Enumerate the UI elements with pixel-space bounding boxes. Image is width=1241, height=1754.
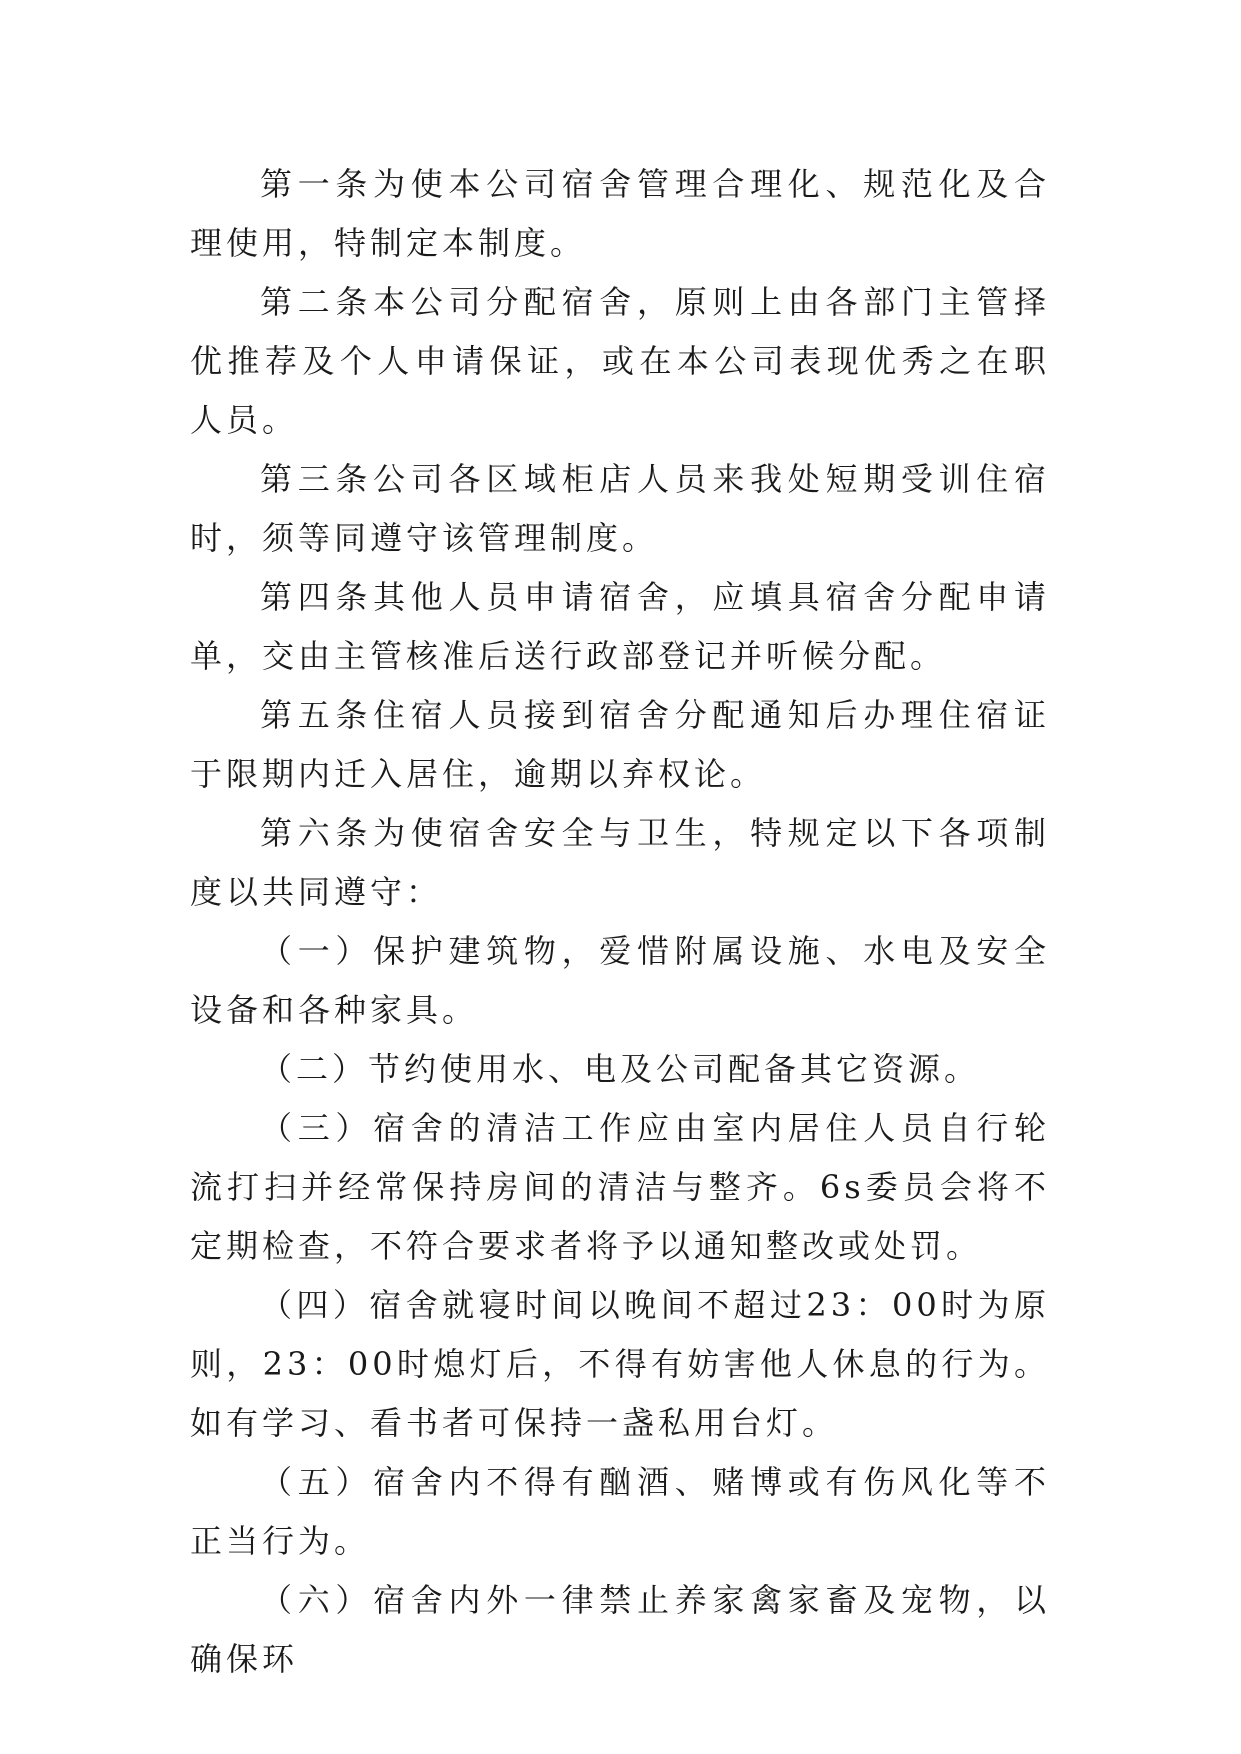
paragraph-item-1: （一）保护建筑物，爱惜附属设施、水电及安全设备和各种家具。 [190,932,1050,1029]
document-body [190,155,1050,1689]
paragraph-item-4: （四）宿舍就寝时间以晚间不超过23：00时为原则，23：00时熄灯后，不得有妨害他人休息的行为。如有学习、看书者可保持一盏私用台灯。 [190,1286,1050,1442]
paragraph-article-5: 第五条住宿人员接到宿舍分配通知后办理住宿证于限期内迁入居住，逾期以弃权论。 [190,696,1050,793]
paragraph-item-2: （二）节约使用水、电及公司配备其它资源。 [260,1050,981,1088]
paragraph-article-1: 第一条为使本公司宿舍管理合理化、规范化及合理使用，特制定本制度。 [190,165,1050,262]
paragraph-article-4: 第四条其他人员申请宿舍，应填具宿舍分配申请单，交由主管核准后送行政部登记并听候分配。 [190,578,1050,675]
paragraph-article-6: 第六条为使宿舍安全与卫生，特规定以下各项制度以共同遵守： [190,814,1050,911]
paragraph-item-5: （五）宿舍内不得有酗酒、赌博或有伤风化等不正当行为。 [190,1463,1050,1560]
paragraph-article-3: 第三条公司各区域柜店人员来我处短期受训住宿时，须等同遵守该管理制度。 [190,460,1050,557]
paragraph-article-2: 第二条本公司分配宿舍，原则上由各部门主管择优推荐及个人申请保证，或在本公司表现优秀之在职人员。 [190,283,1050,439]
paragraph-item-3: （三）宿舍的清洁工作应由室内居住人员自行轮流打扫并经常保持房间的清洁与整齐。6s委员会将不定期检查，不符合要求者将予以通知整改或处罚。 [190,1109,1050,1265]
paragraph-item-6: （六）宿舍内外一律禁止养家禽家畜及宠物，以确保环 [190,1581,1050,1678]
